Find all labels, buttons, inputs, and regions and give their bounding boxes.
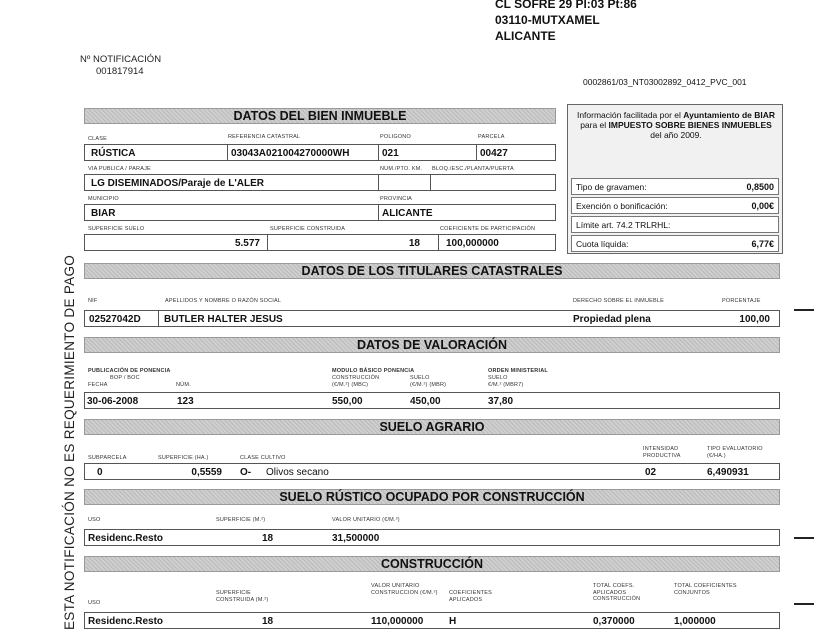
margin-mark — [794, 603, 814, 605]
label-coef-aplicados: COEFICIENTES APLICADOS — [449, 590, 493, 603]
label-intensidad: INTENSIDAD PRODUCTIVA — [643, 446, 681, 459]
notification-number: 001817914 — [96, 66, 144, 77]
reference-code: 0002861/03_NT03002892_0412_PVC_001 — [583, 77, 747, 87]
label-sup-const2: SUPERFICIE CONSTRUIDA (M.²) — [216, 590, 269, 603]
value-valor-const: 110,000000 — [371, 616, 424, 627]
value-intensidad: 02 — [645, 467, 657, 478]
label-parcela: PARCELA — [478, 134, 505, 140]
section-title-valoracion: DATOS DE VALORACIÓN — [84, 337, 780, 353]
value-valor-rustico: 31,500000 — [332, 533, 380, 544]
label-suelo-unit: (€/M.²) (MBR) — [410, 382, 447, 388]
value-uso-const: Residenc.Resto — [88, 616, 164, 627]
label-construccion-unit: (€/M.²) (MBC) — [332, 382, 369, 388]
label-sup-const: SUPERFICIE CONSTRUIDA — [270, 226, 346, 232]
row-rustico — [84, 529, 780, 546]
info-row-exencion: Exención o bonificación: 0,00€ — [571, 197, 779, 214]
value-municipio: BIAR — [91, 208, 116, 219]
label-num-bop: NÚM. — [176, 382, 191, 388]
label-superficie-ha: SUPERFICIE (HA.) — [158, 455, 209, 461]
label-bloq: BLOQ./ESC./PLANTA/PUERTA — [432, 166, 514, 172]
label-municipio: MUNICIPIO — [88, 196, 119, 202]
value-porcentaje: 100,00 — [739, 314, 770, 325]
label-porcentaje: PORCENTAJE — [722, 298, 761, 304]
info-text: Información facilitada por el Ayuntamiento de BIAR para el IMPUESTO SOBRE BIENES INMUEBLES del año 2009. — [576, 110, 776, 140]
label-orden-suelo: SUELO — [488, 375, 508, 381]
section-title-construccion: CONSTRUCCIÓN — [84, 556, 780, 572]
label-uso-rustico: USO — [88, 517, 101, 523]
value-cultivo-code: O- — [240, 467, 252, 478]
label-sup-rustico: SUPERFICIE (M.²) — [216, 517, 266, 523]
value-mbr7: 37,80 — [488, 396, 514, 407]
section-title-titulares: DATOS DE LOS TITULARES CATASTRALES — [84, 263, 780, 279]
label-valor-const: VALOR UNITARIO CONSTRUCCION (€/M.²) — [371, 583, 438, 596]
label-num: NUM./PTO. KM. — [380, 166, 423, 172]
value-cultivo: Olivos secano — [266, 467, 329, 478]
label-suelo: SUELO — [410, 375, 430, 381]
label-nombre: APELLIDOS Y NOMBRE O RAZÓN SOCIAL — [165, 298, 282, 304]
label-total-coefs: TOTAL COEFS. APLICADOS CONSTRUCCIÓN — [593, 583, 641, 602]
value-derecho: Propiedad plena — [573, 314, 651, 325]
value-mbc: 550,00 — [332, 396, 363, 407]
value-fecha: 30-06-2008 — [87, 396, 139, 407]
label-modulo: MODULO BÁSICO PONENCIA — [332, 368, 415, 374]
value-sup-suelo: 5.577 — [234, 238, 260, 249]
label-publicacion: PUBLICACIÓN DE PONENCIA — [88, 368, 171, 374]
value-total-coefs: 0,370000 — [593, 616, 635, 627]
label-tipo-eval: TIPO EVALUATORIO (€/HA.) — [707, 446, 763, 459]
value-nombre: BUTLER HALTER JESUS — [164, 314, 283, 325]
label-poligono: POLIGONO — [380, 134, 411, 140]
value-num-bop: 123 — [177, 396, 194, 407]
sidebar-disclaimer: ESTA NOTIFICACIÓN NO ES REQUERIMIENTO DE PAGO — [62, 254, 77, 630]
label-coef: COEFICIENTE DE PARTICIPACIÓN — [440, 226, 536, 232]
value-nif: 02527042D — [89, 314, 141, 325]
value-tipo-eval: 6,490931 — [707, 467, 749, 478]
value-sup-const2: 18 — [262, 616, 274, 627]
label-total-conjuntos: TOTAL COEFICIENTES CONJUNTOS — [674, 583, 737, 596]
value-uso-rustico: Residenc.Resto — [88, 533, 164, 544]
label-bop: BOP / BOC — [110, 375, 140, 381]
label-construccion: CONSTRUCCIÓN — [332, 375, 380, 381]
margin-mark — [794, 309, 814, 311]
label-orden-unit: €/M.² (MBR7) — [488, 382, 524, 388]
value-sup-const: 18 — [408, 238, 420, 249]
info-row-limite: Límite art. 74.2 TRLRHL: — [571, 216, 779, 233]
label-refcat: REFERENCIA CATASTRAL — [228, 134, 301, 140]
section-title-bien: DATOS DEL BIEN INMUEBLE — [84, 108, 556, 124]
label-valor-rustico: VALOR UNITARIO (€/M.²) — [332, 517, 400, 523]
value-parcela: 00427 — [480, 148, 508, 159]
value-sup-rustico: 18 — [262, 533, 274, 544]
row-municipio — [84, 204, 556, 221]
section-title-rustico: SUELO RÚSTICO OCUPADO POR CONSTRUCCIÓN — [84, 489, 780, 505]
label-uso-const: USO — [88, 600, 101, 606]
address-line-3: ALICANTE — [495, 29, 556, 43]
label-fecha: FECHA — [88, 382, 108, 388]
label-orden: ORDEN MINISTERIAL — [488, 368, 548, 374]
label-sup-suelo: SUPERFICIE SUELO — [88, 226, 145, 232]
notification-label: Nº NOTIFICACIÓN — [80, 54, 162, 65]
value-total-conjuntos: 1,000000 — [674, 616, 716, 627]
value-refcat: 03043A021004270000WH — [231, 148, 350, 159]
label-derecho: DERECHO SOBRE EL INMUEBLE — [573, 298, 664, 304]
value-via: LG DISEMINADOS/Paraje de L'ALER — [91, 178, 264, 189]
margin-mark — [794, 537, 814, 539]
value-coef-aplicados: H — [449, 616, 457, 627]
label-subparcela: SUBPARCELA — [88, 455, 127, 461]
value-poligono: 021 — [382, 148, 399, 159]
address-line-2: 03110-MUTXAMEL — [495, 13, 600, 27]
value-subparcela: 0 — [97, 467, 103, 478]
info-row-gravamen: Tipo de gravamen: 0,8500 — [571, 178, 779, 195]
label-nif: NIF — [88, 298, 98, 304]
value-provincia: ALICANTE — [382, 208, 433, 219]
value-coef: 100,000000 — [446, 238, 499, 249]
info-panel — [567, 104, 783, 254]
label-clase: CLASE — [88, 136, 108, 142]
value-clase: RÚSTICA — [91, 148, 136, 159]
section-title-agrario: SUELO AGRARIO — [84, 419, 780, 435]
value-mbr: 450,00 — [410, 396, 441, 407]
label-via: VIA PUBLICA / PARAJE — [88, 166, 151, 172]
address-line-1: CL SOFRE 29 Pl:03 Pt:86 — [495, 0, 637, 11]
info-row-cuota: Cuota líquida: 6,77€ — [571, 235, 779, 252]
label-cultivo: CLASE CULTIVO — [240, 455, 286, 461]
value-superficie-ha: 0,5559 — [191, 467, 222, 478]
label-provincia: PROVINCIA — [380, 196, 413, 202]
